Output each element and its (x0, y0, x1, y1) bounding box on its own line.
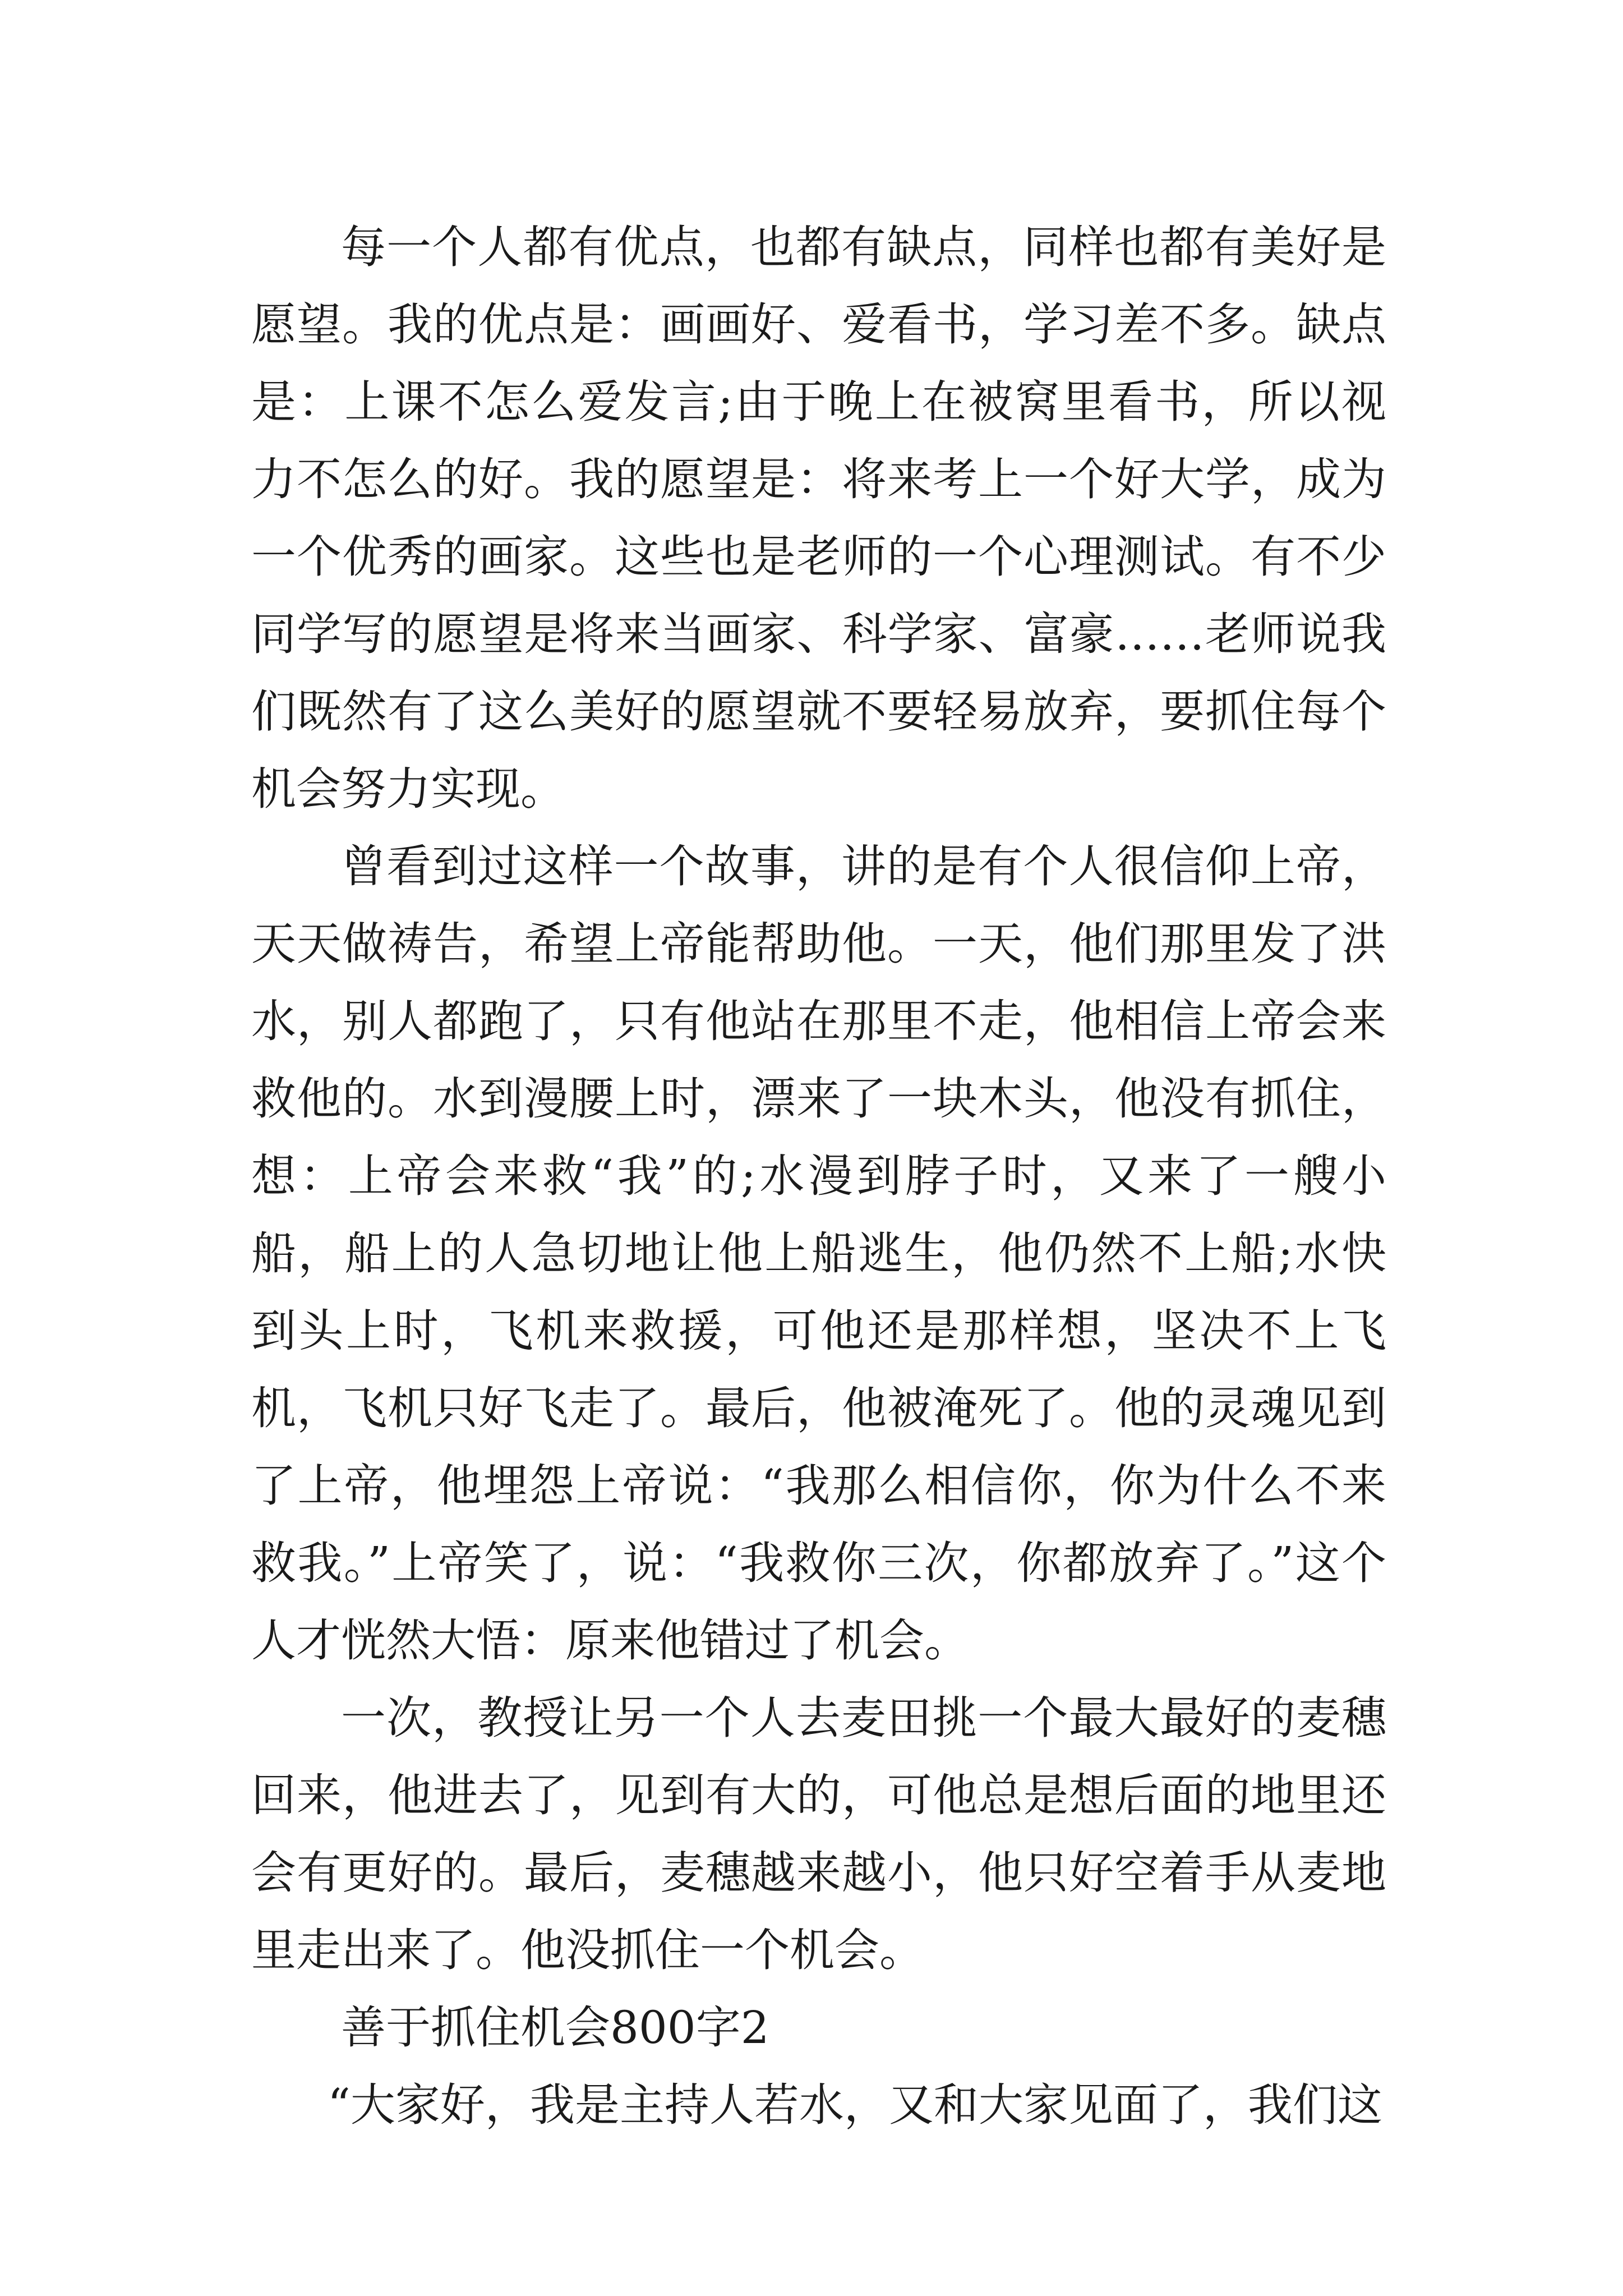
paragraph-host-intro: “大家好，我是主持人若水，又和大家见面了，我们这 (328, 2079, 1382, 2131)
paragraph-wheat-story: 一次，教授让另一个人去麦田挑一个最大最好的麦穗回来，他进去了，见到有大的，可他总是想后面的地里还会有更好的。最后，麦穗越来越小，他只好空着手从麦地里走出来了。他没抓住一个机会。 (251, 1692, 1386, 1976)
paragraph-wishes: 每一个人都有优点，也都有缺点，同样也都有美好是愿望。我的优点是：画画好、爱看书，学习差不多。缺点是：上课不怎么爱发言;由于晚上在被窝里看书，所以视力不怎么的好。我的愿望是：将来考上一个好大学，成为一个优秀的画家。这些也是老师的一个心理测试。有不少同学写的愿望是将来当画家、科学家、富豪……老师说我们既然有了这么美好的愿望就不要轻易放弃，要抓住每个机会努力实现。 (251, 221, 1386, 815)
section-heading: 善于抓住机会800字2 (341, 2001, 769, 2054)
paragraph-god-story: 曾看到过这样一个故事，讲的是有个人很信仰上帝，天天做祷告，希望上帝能帮助他。一天，他们那里发了洪水，别人都跑了，只有他站在那里不走，他相信上帝会来救他的。水到漫腰上时，漂来了一块木头，他没有抓住，想：上帝会来救“我”的;水漫到脖子时，又来了一艘小船，船上的人急切地让他上船逃生，他仍然不上船;水快到头上时，飞机来救援，可他还是那样想，坚决不上飞机，飞机只好飞走了。最后，他被淹死了。他的灵魂见到了上帝，他埋怨上帝说：“我那么相信你，你为什么不来救我。”上帝笑了，说：“我救你三次，你都放弃了。”这个人才恍然大悟：原来他错过了机会。 (251, 840, 1386, 1667)
document-body (251, 209, 1386, 2144)
